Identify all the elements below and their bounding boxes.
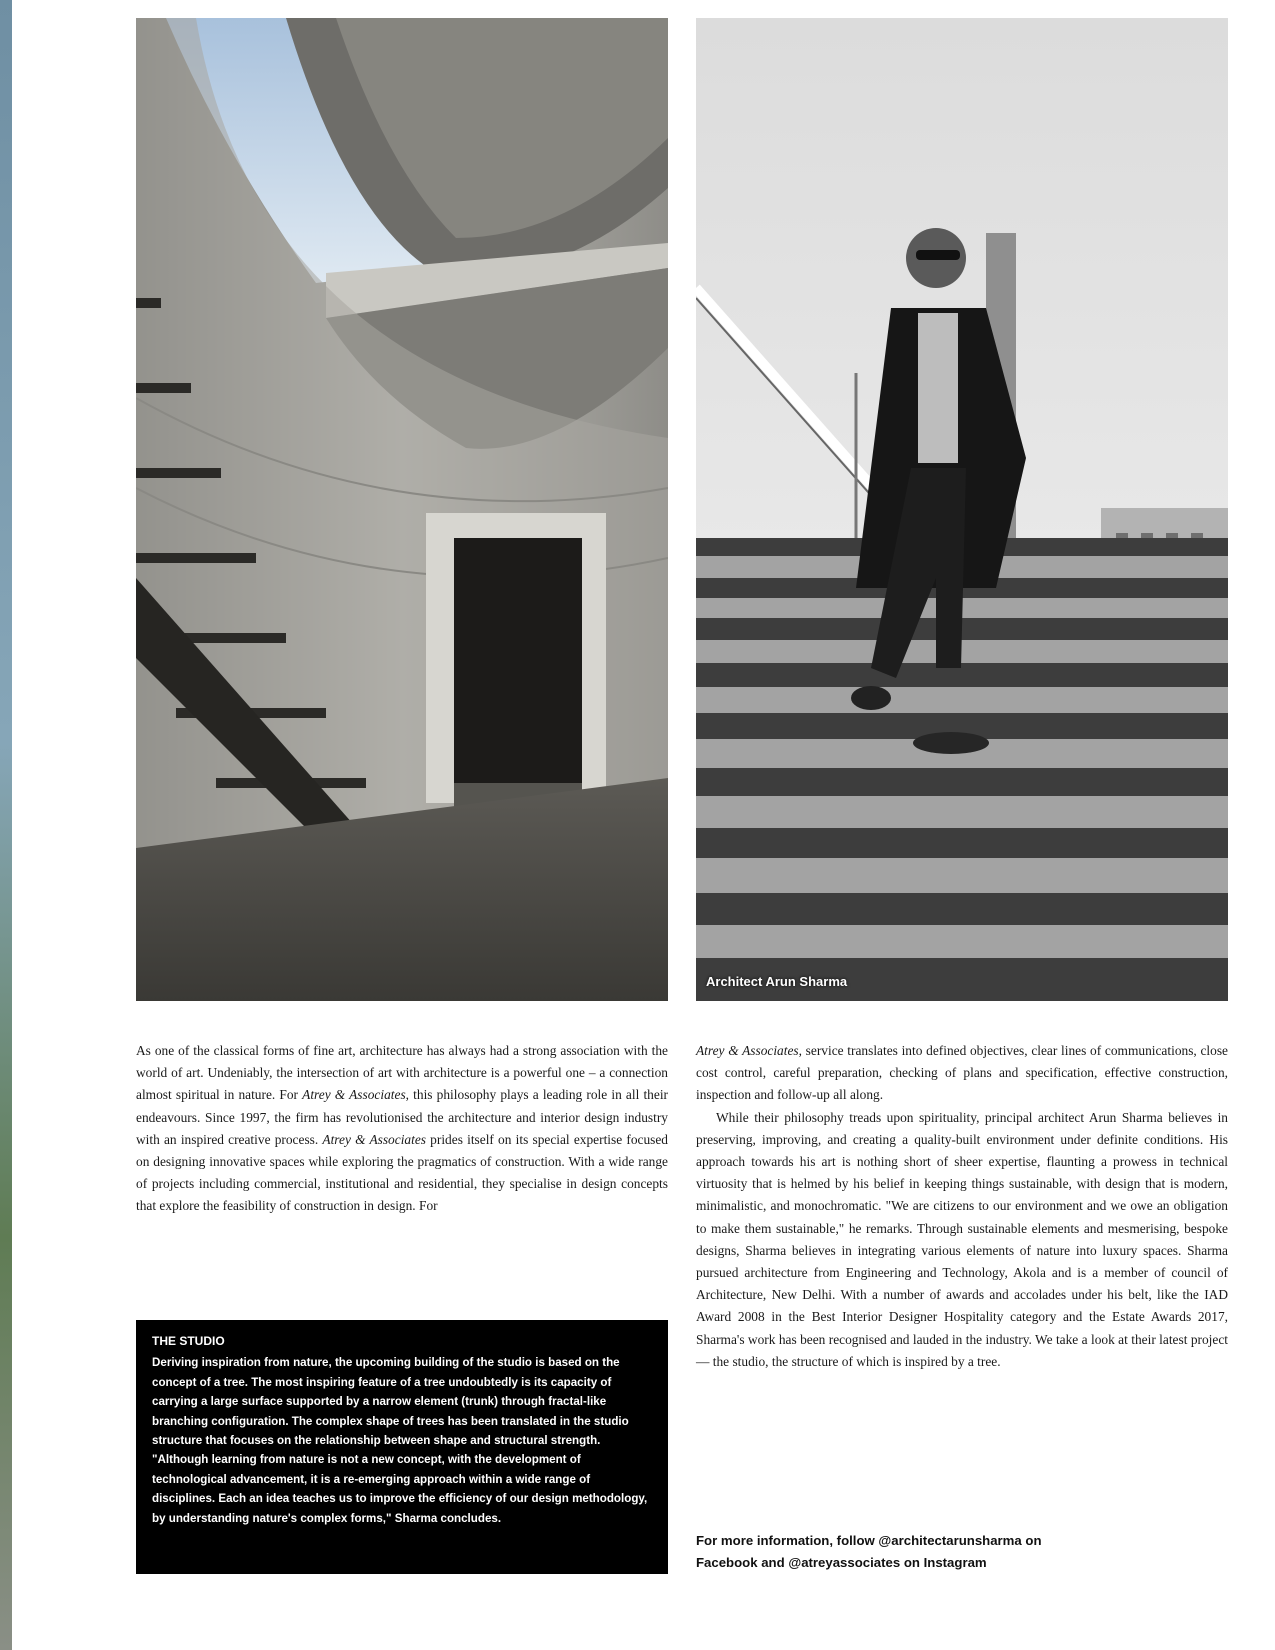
- article-right-column: [696, 1040, 1228, 1373]
- text-run: prides itself on its special expertise focused on designing innovative spaces while exploring the pragmatics of construction. With a wide range of projects including commercial, institutional and residential, they specialise in design concepts that explore the feasibility of construction in design. For: [136, 1131, 669, 1214]
- studio-sidebar-box: [136, 1320, 668, 1574]
- firm-name: Atrey & Associates: [696, 1043, 799, 1058]
- architect-portrait-photo: [696, 18, 1228, 1001]
- text-run: , this philosophy plays a leading role in all their endeavours. Since 1997, the firm has revolutionised the architecture and interior design industry with an inspired creative process.: [136, 1087, 669, 1147]
- article-left-column: [136, 1040, 668, 1218]
- architect-portrait-image: [696, 18, 1228, 1001]
- adjacent-page-edge: [0, 0, 12, 1650]
- staircase-interior-image: [136, 18, 668, 1001]
- photo-credit: Architect Arun Sharma: [706, 974, 848, 989]
- studio-box-title: THE STUDIO: [152, 1334, 225, 1348]
- firm-name: Atrey & Associates: [322, 1131, 426, 1147]
- staircase-interior-photo: [136, 18, 668, 1001]
- text-run: As one of the classical forms of fine art, architecture has always had a strong association with the world of art. Undeniably, the intersection of art with architecture is a powerful one – a connection almost spiritual in nature. For: [136, 1043, 668, 1103]
- studio-box-body: Deriving inspiration from nature, the upcoming building of the studio is based on the concept of a tree. The most inspiring feature of a tree undoubtedly is its capacity of carrying a large surface supported by a narrow element (trunk) through fractal-like branching configuration. The complex shape of trees has been translated in the studio structure that focuses on the relationship between shape and structural strength. "Although learning from nature is not a new concept, with the development of technological advancement, it is a re-emerging approach within a wide range of disciplines. Each an idea teaches us to improve the efficiency of our design methodology, by understanding nature's complex forms," Sharma concludes.: [152, 1356, 648, 1525]
- article-paragraph-2: While their philosophy treads upon spirituality, principal architect Arun Sharma believes in preserving, improving, and creating a quality-built environment under definite conditions. His approach towards his art is nothing short of sheer expertise, flaunting a prowess in technical virtuosity that is helmed by his belief in keeping things sustainable, with design that is modern, minimalistic, and monochromatic. "We are citizens to our environment and we owe an obligation to make them sustainable," he remarks. Through sustainable elements and mesmerising, bespoke designs, Sharma believes in integrating various elements of nature into luxury spaces. Sharma pursued architecture from Engineering and Technology, Akola and is a member of council of Architecture, New Delhi. With a number of awards and accolades under his belt, like the IAD Award 2008 in the Best Interior Designer Hospitality category and the Estate Awards 2017, Sharma's work has been recognised and lauded in the industry. We take a look at their latest project — the studio, the structure of which is inspired by a tree.: [696, 1109, 1228, 1369]
- firm-name: Atrey & Associates: [302, 1087, 406, 1103]
- text-run: , service translates into defined objectives, clear lines of communications, close cost control, careful preparation, checking of plans and specification, effective construction, inspection and follow-up all along.: [696, 1043, 1228, 1103]
- article-paragraph-continued: [696, 1040, 1228, 1107]
- social-follow-note: [696, 1530, 1228, 1574]
- follow-line-1: For more information, follow @architectarunsharma on: [696, 1533, 1042, 1548]
- follow-line-2: Facebook and @atreyassociates on Instagram: [696, 1555, 987, 1570]
- article-paragraph-1: [136, 1040, 668, 1218]
